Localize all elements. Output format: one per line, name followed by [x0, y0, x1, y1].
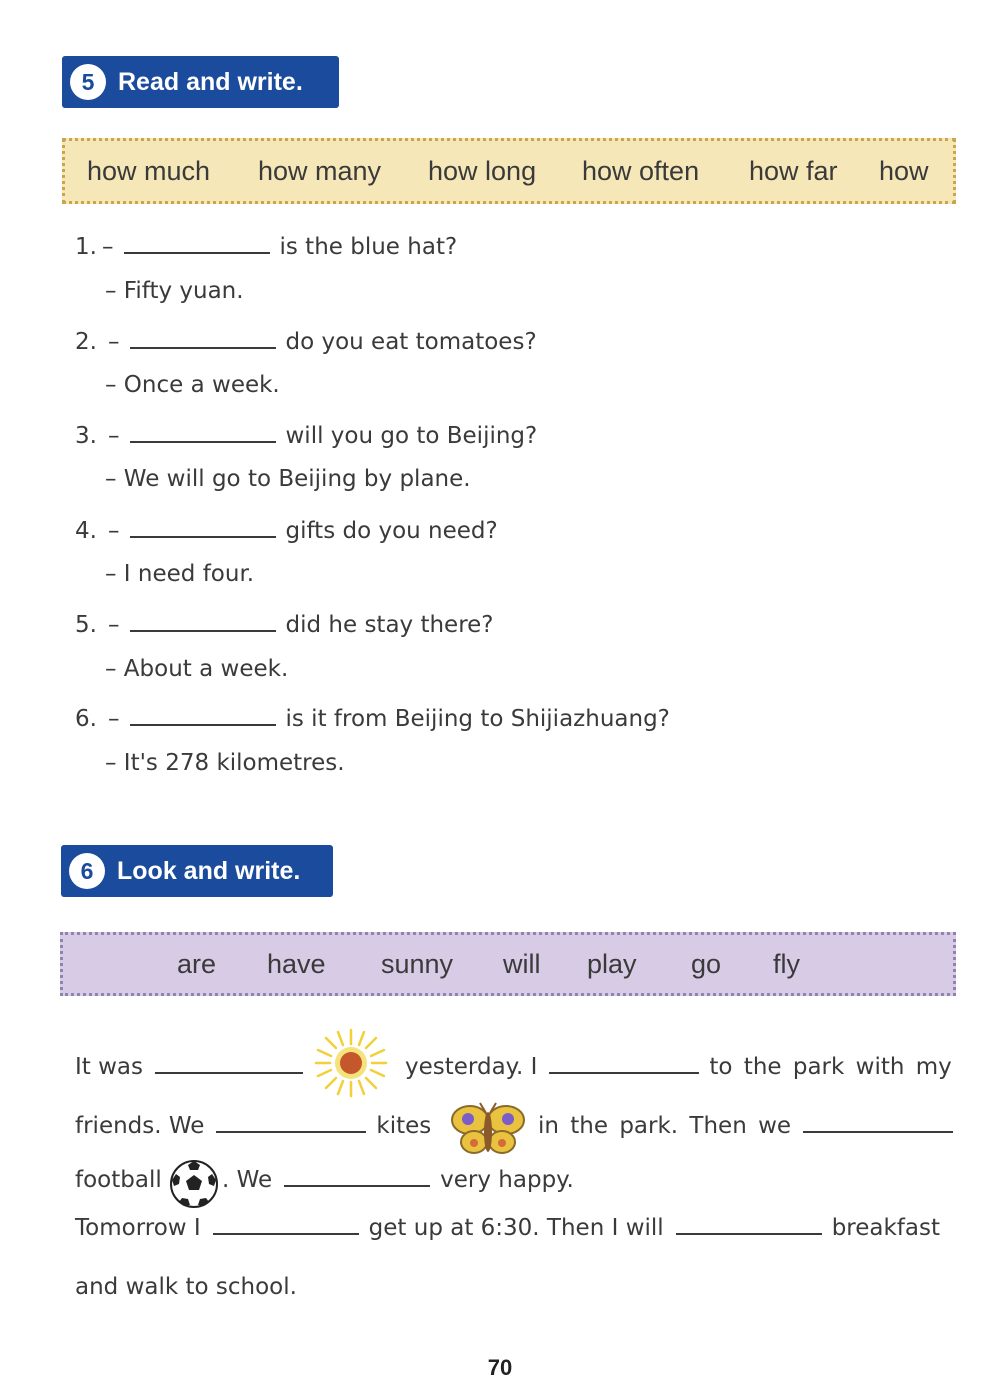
- section-5-header: [62, 56, 339, 108]
- football-icon: [168, 1158, 220, 1210]
- answer-blank[interactable]: [130, 629, 276, 632]
- passage-text: in the park. Then we: [538, 1113, 792, 1139]
- word-bank-item: how often: [582, 155, 700, 186]
- question-dash: –: [108, 612, 120, 638]
- question-text: will you go to Beijing?: [285, 423, 538, 449]
- passage-text: friends. We: [75, 1113, 205, 1139]
- question-dash: –: [108, 518, 120, 544]
- answer-blank[interactable]: [130, 723, 276, 726]
- answer-6: – It's 278 kilometres.: [105, 750, 345, 776]
- answer-1: – Fifty yuan.: [105, 278, 244, 304]
- passage-text: breakfast: [831, 1215, 940, 1241]
- passage-line-4: [75, 1215, 940, 1241]
- passage-text: to the park with my: [709, 1054, 952, 1080]
- answer-3: – We will go to Beijing by plane.: [105, 466, 471, 492]
- word-bank-item: how long: [428, 155, 537, 186]
- passage-blank[interactable]: [549, 1071, 699, 1074]
- question-2: [75, 321, 537, 355]
- question-number: 5.: [75, 612, 97, 638]
- word-bank-item: will: [503, 948, 541, 979]
- question-number: 6.: [75, 706, 97, 732]
- passage-text: get up at 6:30. Then I will: [368, 1215, 664, 1241]
- answer-blank[interactable]: [124, 251, 270, 254]
- passage-blank[interactable]: [803, 1130, 953, 1133]
- question-number: 1.: [75, 234, 97, 260]
- passage-blank[interactable]: [216, 1130, 366, 1133]
- passage-line-3b: [222, 1167, 574, 1193]
- passage-line-2b: [538, 1113, 963, 1139]
- word-bank-6: [60, 932, 956, 996]
- sun-icon: [312, 1026, 390, 1100]
- passage-text: football: [75, 1167, 162, 1193]
- passage-text: very happy.: [440, 1167, 574, 1193]
- question-dash: –: [108, 329, 120, 355]
- answer-4: – I need four.: [105, 561, 255, 587]
- passage-text: kites: [376, 1113, 432, 1139]
- section-5-title: Read and write.: [118, 67, 303, 96]
- word-bank-item: play: [587, 948, 637, 979]
- passage-blank[interactable]: [676, 1232, 822, 1235]
- question-4: [75, 510, 498, 544]
- question-5: [75, 604, 494, 638]
- word-bank-item: how: [879, 155, 929, 186]
- butterfly-icon: [448, 1100, 528, 1160]
- question-text: is the blue hat?: [279, 234, 458, 260]
- passage-line-3: [75, 1167, 162, 1193]
- question-text: did he stay there?: [285, 612, 494, 638]
- section-5-number: 5: [70, 64, 106, 100]
- word-bank-item: sunny: [381, 948, 454, 979]
- passage-blank[interactable]: [155, 1071, 303, 1074]
- passage-line-5: [75, 1274, 297, 1300]
- question-dash: –: [108, 423, 120, 449]
- word-bank-item: how much: [87, 155, 211, 186]
- section-6-title: Look and write.: [117, 856, 301, 885]
- question-6: [75, 698, 670, 732]
- question-number: 3.: [75, 423, 97, 449]
- answer-blank[interactable]: [130, 346, 276, 349]
- page-number: 70: [487, 1355, 513, 1380]
- section-6-number: 6: [69, 853, 105, 889]
- answer-5: – About a week.: [105, 656, 289, 682]
- question-number: 4.: [75, 518, 97, 544]
- question-text: is it from Beijing to Shijiazhuang?: [285, 706, 670, 732]
- passage-text: It was: [75, 1054, 144, 1080]
- question-dash: –: [102, 234, 114, 260]
- question-1: [75, 226, 457, 260]
- passage-text: . We: [222, 1167, 273, 1193]
- passage-blank[interactable]: [284, 1184, 430, 1187]
- question-text: gifts do you need?: [285, 518, 498, 544]
- question-3: [75, 415, 537, 449]
- word-bank-5: [62, 138, 956, 204]
- section-6-header: [61, 845, 333, 897]
- answer-blank[interactable]: [130, 535, 276, 538]
- answer-blank[interactable]: [130, 440, 276, 443]
- word-bank-item: how many: [258, 155, 382, 186]
- passage-line-2: [75, 1113, 431, 1139]
- word-bank-item: are: [177, 948, 217, 979]
- answer-2: – Once a week.: [105, 372, 280, 398]
- passage-line-1: [75, 1054, 313, 1080]
- word-bank-item: have: [267, 948, 326, 979]
- word-bank-item: how far: [749, 155, 838, 186]
- question-number: 2.: [75, 329, 97, 355]
- question-dash: –: [108, 706, 120, 732]
- passage-text: Tomorrow I: [75, 1215, 201, 1241]
- passage-text: and walk to school.: [75, 1274, 297, 1300]
- word-bank-item: fly: [773, 948, 800, 979]
- passage-text: yesterday. I: [405, 1054, 538, 1080]
- passage-blank[interactable]: [213, 1232, 359, 1235]
- word-bank-item: go: [691, 948, 722, 979]
- passage-line-1b: [405, 1054, 952, 1080]
- question-text: do you eat tomatoes?: [285, 329, 537, 355]
